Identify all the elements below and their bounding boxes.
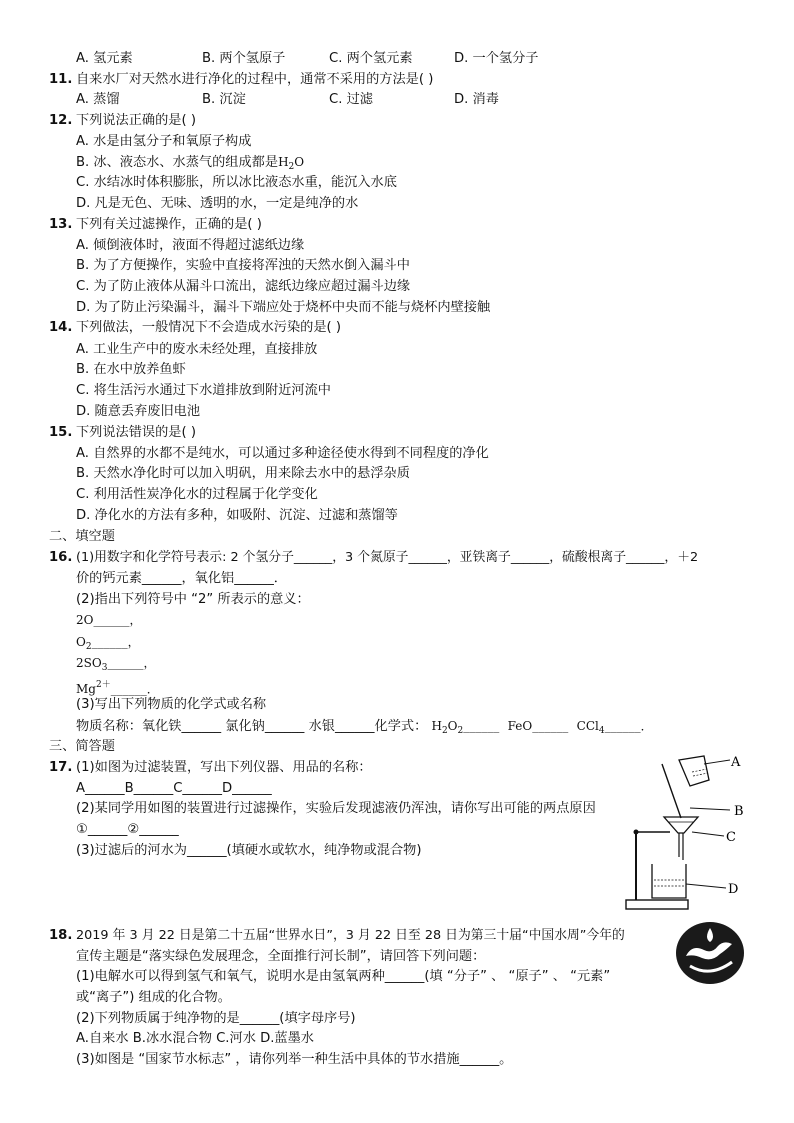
q17-number: 17. (49, 760, 73, 775)
q12-formula: $H_2O$ (278, 155, 305, 172)
q12-option-c: C. 水结冰时体积膨胀，所以冰比液态水重，能沉入水底 (76, 175, 397, 190)
q12-number: 12. (49, 113, 73, 128)
q10-options (76, 49, 538, 69)
q14-option-b: B. 在水中放养鱼虾 (76, 362, 186, 377)
q15-option-a: A. 自然界的水都不是纯水，可以通过多种途径使水得到不同程度的净化 (76, 446, 489, 461)
q13-option-a: A. 倾倒液体时，液面不得超过滤纸边缘 (76, 238, 305, 253)
q16-symbol-o2: $O_2\_\_\_\_\_\_$， (76, 635, 140, 652)
q16-symbol-mg2plus: $Mg^{2+}\_\_\_\_\_\_$． (76, 680, 159, 696)
q17-part2-blanks: ①______②______ (76, 822, 179, 837)
section-fill-in-heading: 二、填空题 (49, 529, 115, 544)
q16-part1-continued: 价的钙元素______，氧化铝______． (76, 571, 287, 586)
q15-number: 15. (49, 425, 73, 440)
q17-part1-blanks: A______B______C______D______ (76, 781, 272, 796)
q11-options (76, 90, 499, 110)
q13-option-b: B. 为了方便操作，实验中直接将浑浊的天然水倒入漏斗中 (76, 258, 410, 273)
q17-part3: (3)过滤后的河水为______(填硬水或软水，纯净物或混合物) (76, 843, 422, 858)
q11-option-c: C. 过滤 (329, 92, 373, 107)
q11-option-b: B. 沉淀 (202, 92, 246, 107)
q11-number: 11. (49, 72, 73, 87)
q16-names-formulas: 物质名称：氧化铁______ 氯化钠______ 水银______化学式： $H_2O_2\_\_\_\_\_\_$ FeO______ CCl$_4$______． (76, 719, 653, 736)
filtration-apparatus-figure (612, 752, 762, 917)
q12-option-d: D. 凡是无色、无味、透明的水，一定是纯净的水 (76, 196, 359, 211)
q18-line4: 或“离子”) 组成的化合物。 (76, 990, 231, 1005)
q10-option-b: B. 两个氢原子 (202, 51, 286, 66)
q17-part1: (1)如图为过滤装置，写出下列仪器、用品的名称： (76, 760, 372, 775)
q18-line2: 宣传主题是“落实绿色发展理念，全面推行河长制”，请回答下列问题： (76, 949, 486, 964)
q15-stem: 下列说法错误的是( ) (76, 425, 196, 440)
q16-part2: (2)指出下列符号中 “2” 所表示的意义： (76, 592, 310, 607)
q14-option-c: C. 将生活污水通过下水道排放到附近河流中 (76, 383, 331, 398)
q14-option-a: A. 工业生产中的废水未经处理，直接排放 (76, 342, 318, 357)
q16-formula-h2o2: $H_2O_2\_\_\_\_\_\_$ (431, 719, 500, 736)
figure-label-c: C (726, 830, 736, 845)
q10-option-d: D. 一个氢分子 (454, 51, 539, 66)
q18-number: 18. (49, 928, 73, 943)
q13-number: 13. (49, 217, 73, 232)
figure-label-a: A (731, 755, 741, 770)
q18-line1: 2019 年 3 月 22 日是第二十五届“世界水日”，3 月 22 日至 28 日为第三十届“中国水周”今年的 (76, 928, 625, 943)
q18-line5: (2)下列物质属于纯净物的是______(填字母序号) (76, 1011, 356, 1026)
q14-option-d: D. 随意丢弃废旧电池 (76, 404, 201, 419)
q18-line7: (3)如图是 “国家节水标志” ，请你列举一种生活中具体的节水措施______。 (76, 1052, 513, 1067)
q16-symbol-2o: 2O______， (76, 613, 142, 627)
q11-stem: 自来水厂对天然水进行净化的过程中，通常不采用的方法是( ) (76, 72, 434, 87)
water-saving-logo (674, 920, 746, 986)
q11-option-d: D. 消毒 (454, 92, 499, 107)
q14-number: 14. (49, 320, 73, 335)
q16-formula-feo: FeO______ (507, 719, 569, 733)
q10-option-a: A. 氢元素 (76, 51, 133, 66)
q18-line6: A.自来水 B.冰水混合物 C.河水 D.蓝墨水 (76, 1031, 314, 1046)
q10-option-c: C. 两个氢元素 (329, 51, 413, 66)
q14-stem: 下列做法，一般情况下不会造成水污染的是( ) (76, 320, 342, 335)
q13-stem: 下列有关过滤操作，正确的是( ) (76, 217, 262, 232)
section-short-answer-heading: 三、简答题 (49, 739, 115, 754)
q16-part3: (3)写出下列物质的化学式或名称 (76, 697, 267, 712)
q16-part1: (1)用数字和化学符号表示: 2 个氢分子______，3 个氮原子______，亚铁离子______，硫酸根离子______，＋2 (76, 550, 699, 565)
q15-option-c: C. 利用活性炭净化水的过程属于化学变化 (76, 487, 318, 502)
q12-option-b-text: B. 冰、液态水、水蒸气的组成都是 (76, 155, 279, 170)
q13-option-c: C. 为了防止液体从漏斗口流出，滤纸边缘应超过漏斗边缘 (76, 279, 411, 294)
q16-number: 16. (49, 550, 73, 565)
q18-line3: (1)电解水可以得到氢气和氧气，说明水是由氢氧两种______(填 “分子” 、 “原子” 、 “元素” (76, 969, 611, 984)
q13-option-d: D. 为了防止污染漏斗，漏斗下端应处于烧杯中央而不能与烧杯内壁接触 (76, 300, 491, 315)
q16-symbol-2so3: $2SO_3\_\_\_\_\_\_$， (76, 656, 156, 673)
q15-option-d: D. 净化水的方法有多种，如吸附、沉淀、过滤和蒸馏等 (76, 508, 398, 523)
q12-option-a: A. 水是由氢分子和氧原子构成 (76, 134, 252, 149)
q11-option-a: A. 蒸馏 (76, 92, 120, 107)
q12-stem: 下列说法正确的是( ) (76, 113, 196, 128)
q17-part2: (2)某同学用如图的装置进行过滤操作，实验后发现滤液仍浑浊，请你写出可能的两点原因 (76, 801, 596, 816)
figure-label-b: B (734, 804, 744, 819)
q15-option-b: B. 天然水净化时可以加入明矾，用来除去水中的悬浮杂质 (76, 466, 410, 481)
q16-formula-ccl4: CCl$_4$______． (576, 719, 653, 736)
figure-label-d: D (728, 882, 739, 897)
